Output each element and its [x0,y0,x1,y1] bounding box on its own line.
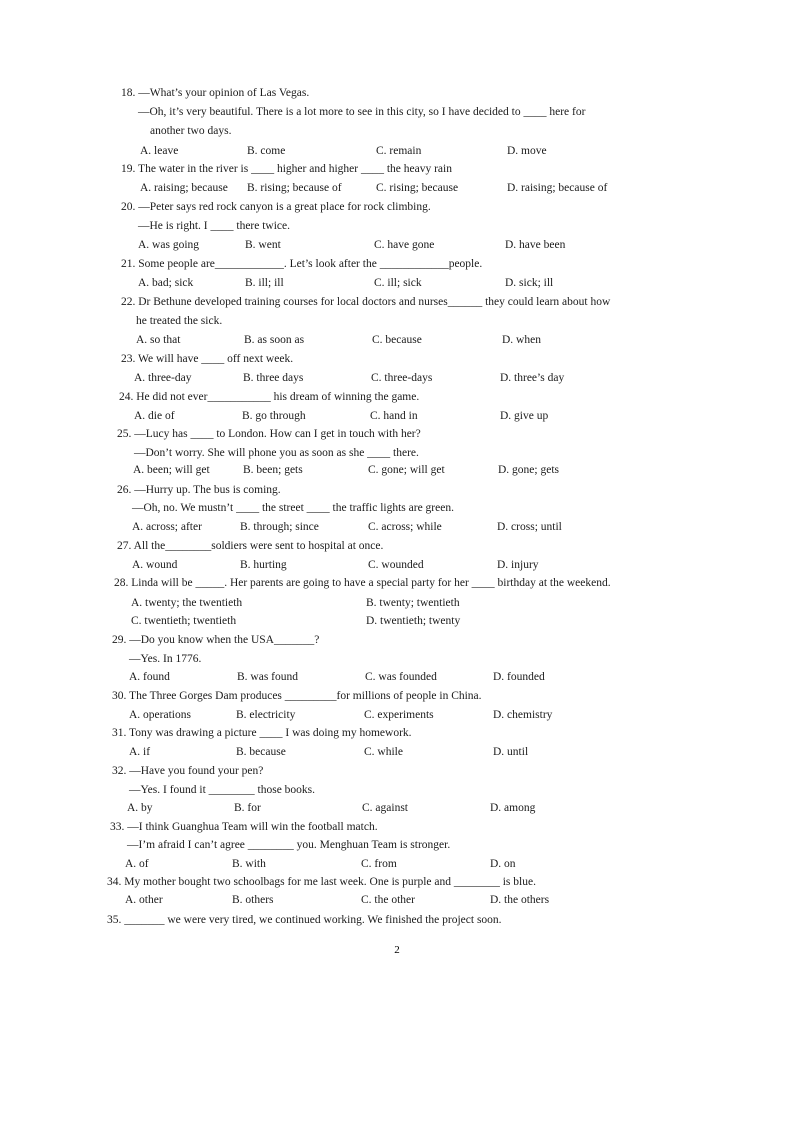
question-26-line: —Oh, no. We mustn’t ____ the street ____ the traffic lights are green. [132,502,454,514]
question-26-stem: 26. —Hurry up. The bus is coming. [117,484,281,496]
question-24-option: B. go through [242,410,306,422]
question-25-stem: 25. —Lucy has ____ to London. How can I get in touch with her? [117,428,421,440]
question-20-line: —He is right. I ____ there twice. [138,220,291,232]
question-33-option: B. with [232,858,266,870]
question-29-stem: 29. —Do you know when the USA_______? [112,634,320,646]
question-31-stem: 31. Tony was drawing a picture ____ I was doing my homework. [112,727,412,739]
question-32-option: C. against [362,802,408,814]
question-25-option: B. been; gets [243,464,303,476]
question-25-line: —Don’t worry. She will phone you as soon as she ____ there. [134,447,419,459]
question-22-line: he treated the sick. [136,315,223,327]
question-30-option: D. chemistry [493,709,553,721]
question-30-option: C. experiments [364,709,434,721]
question-23-stem: 23. We will have ____ off next week. [121,353,294,365]
question-22-option: D. when [502,334,541,346]
question-28-option: D. twentieth; twenty [366,615,461,627]
question-25-option: C. gone; will get [368,464,445,476]
question-34-stem: 34. My mother bought two schoolbags for me last week. One is purple and ________ is blue. [107,876,536,888]
question-34-option: D. the others [490,894,550,906]
question-22-option: C. because [372,334,422,346]
question-18-option: C. remain [376,145,422,157]
question-24-stem: 24. He did not ever___________ his dream of winning the game. [119,391,420,403]
question-21-option: C. ill; sick [374,277,422,289]
question-30-option: B. electricity [236,709,296,721]
question-29-option: D. founded [493,671,545,683]
question-19-option: C. rising; because [376,182,459,194]
question-32-option: D. among [490,802,536,814]
question-25-option: D. gone; gets [498,464,560,476]
question-28-option: A. twenty; the twentieth [131,597,243,609]
question-26-option: C. across; while [368,521,442,533]
question-22-stem: 22. Dr Bethune developed training courses for local doctors and nurses______ they could learn about how [121,296,611,308]
question-29-option: B. was found [237,671,299,683]
question-33-stem: 33. —I think Guanghua Team will win the football match. [110,821,378,833]
question-31-option: C. while [364,746,403,758]
question-34-option: A. other [125,894,163,906]
question-18-option: D. move [507,145,547,157]
question-20-option: B. went [245,239,281,251]
question-29-line: —Yes. In 1776. [129,653,202,665]
question-27-option: D. injury [497,559,539,571]
question-24-option: A. die of [134,410,175,422]
question-35-stem: 35. _______ we were very tired, we continued working. We finished the project soon. [107,914,502,926]
question-28-option: C. twentieth; twentieth [131,615,237,627]
question-22-option: A. so that [136,334,181,346]
question-20-option: C. have gone [374,239,435,251]
question-31-option: A. if [129,746,151,758]
question-29-option: A. found [129,671,170,683]
question-20-stem: 20. —Peter says red rock canyon is a great place for rock climbing. [121,201,431,213]
question-20-option: D. have been [505,239,566,251]
question-31-option: B. because [236,746,286,758]
question-32-option: B. for [234,802,261,814]
question-19-stem: 19. The water in the river is ____ higher and higher ____ the heavy rain [121,163,452,175]
question-18-line: —Oh, it’s very beautiful. There is a lot more to see in this city, so I have decided to ____ here for [138,106,586,118]
question-27-stem: 27. All the________soldiers were sent to hospital at once. [117,540,384,552]
question-29-option: C. was founded [365,671,437,683]
question-34-option: B. others [232,894,274,906]
question-23-option: C. three-days [371,372,433,384]
question-23-option: D. three’s day [500,372,565,384]
question-27-option: C. wounded [368,559,424,571]
question-33-option: C. from [361,858,397,870]
question-19-option: B. rising; because of [247,182,342,194]
question-26-option: B. through; since [240,521,319,533]
question-21-option: B. ill; ill [245,277,284,289]
question-32-line: —Yes. I found it ________ those books. [129,784,316,796]
question-32-stem: 32. —Have you found your pen? [112,765,264,777]
question-28-option: B. twenty; twentieth [366,597,460,609]
question-24-option: C. hand in [370,410,418,422]
question-33-option: A. of [125,858,149,870]
question-21-option: A. bad; sick [138,277,194,289]
question-18-line: another two days. [150,125,232,137]
page-number: 2 [394,944,400,956]
question-27-option: B. hurting [240,559,287,571]
question-31-option: D. until [493,746,529,758]
question-19-option: D. raising; because of [507,182,608,194]
question-27-option: A. wound [132,559,178,571]
question-28-stem: 28. Linda will be _____. Her parents are going to have a special party for her ____ birthday at the weekend. [114,577,611,589]
question-18-option: A. leave [140,145,179,157]
question-33-line: —I’m afraid I can’t agree ________ you. Menghuan Team is stronger. [127,839,451,851]
question-30-option: A. operations [129,709,191,721]
question-24-option: D. give up [500,410,549,422]
question-32-option: A. by [127,802,153,814]
question-26-option: A. across; after [132,521,202,533]
question-34-option: C. the other [361,894,415,906]
question-33-option: D. on [490,858,516,870]
question-23-option: A. three-day [134,372,192,384]
question-30-stem: 30. The Three Gorges Dam produces _________for millions of people in China. [112,690,482,702]
question-19-option: A. raising; because [140,182,228,194]
question-18-option: B. come [247,145,286,157]
question-20-option: A. was going [138,239,200,251]
question-23-option: B. three days [243,372,304,384]
question-22-option: B. as soon as [244,334,305,346]
question-21-option: D. sick; ill [505,277,554,289]
question-26-option: D. cross; until [497,521,562,533]
question-21-stem: 21. Some people are____________. Let’s look after the ____________people. [121,258,483,270]
question-18-stem: 18. —What’s your opinion of Las Vegas. [121,87,310,99]
question-25-option: A. been; will get [133,464,210,476]
